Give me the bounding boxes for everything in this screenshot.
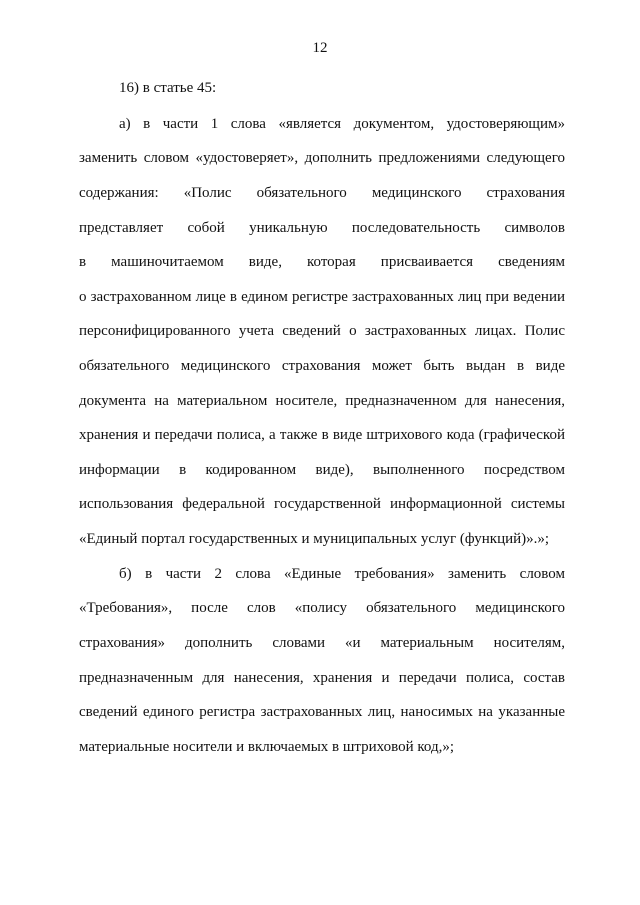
point-a-line: информации в кодированном виде), выполненного посредством xyxy=(79,462,565,478)
point-a-line: использования федеральной государственной информационной системы xyxy=(79,496,565,512)
point-a-line: а) в части 1 слова «является документом, удостоверяющим» xyxy=(119,116,565,132)
point-a-line: содержания: «Полис обязательного медицинского страхования xyxy=(79,185,565,201)
page-number: 12 xyxy=(312,40,328,56)
point-b-line: материальные носители и включаемых в штриховой код,»; xyxy=(79,739,455,755)
point-a-line: документа на материальном носителе, предназначенном для нанесения, xyxy=(79,393,565,409)
point-b-line: страхования» дополнить словами «и материальным носителям, xyxy=(79,635,565,651)
point-a-line: в машиночитаемом виде, которая присваивается сведениям xyxy=(79,254,565,270)
point-a-line: персонифицированного учета сведений о застрахованных лицах. Полис xyxy=(79,323,565,339)
point-b-line: «Требования», после слов «полису обязательного медицинского xyxy=(79,600,565,616)
point-a-line: хранения и передачи полиса, а также в виде штрихового кода (графической xyxy=(79,427,565,443)
point-a-line: о застрахованном лице в едином регистре застрахованных лиц при ведении xyxy=(79,289,565,305)
point-b-line: предназначенным для нанесения, хранения и передачи полиса, состав xyxy=(79,670,565,686)
point-b-line: сведений единого регистра застрахованных лиц, наносимых на указанные xyxy=(79,704,565,720)
point-a-line: «Единый портал государственных и муниципальных услуг (функций)».»; xyxy=(79,531,550,547)
point-b-line: б) в части 2 слова «Единые требования» заменить словом xyxy=(119,566,565,582)
point-a-line: представляет собой уникальную последовательность символов xyxy=(79,220,565,236)
item-16-heading: 16) в статье 45: xyxy=(119,80,217,96)
point-a-line: обязательного медицинского страхования может быть выдан в виде xyxy=(79,358,565,374)
point-a-line: заменить словом «удостоверяет», дополнить предложениями следующего xyxy=(79,150,565,166)
